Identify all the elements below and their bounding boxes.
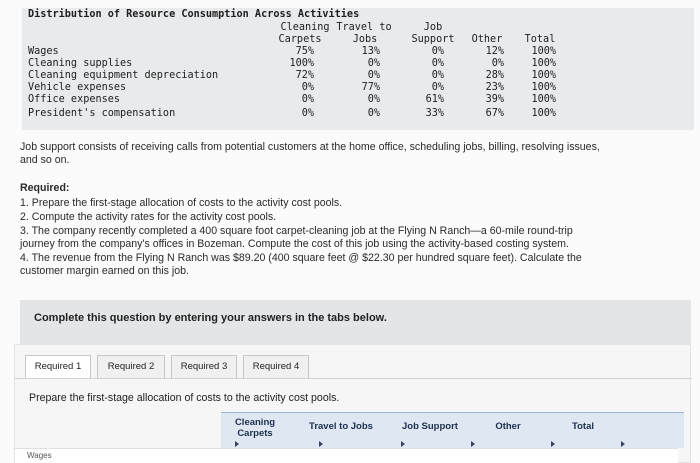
job-support-note-line2: and so on. [20,154,70,166]
col-cleaning-line1: Cleaning [234,417,276,428]
cell-value: 13% [361,46,380,57]
row-label: President's compensation [28,108,176,119]
table-row [22,108,694,121]
answer-table-header [221,412,684,448]
row-label: Cleaning equipment depreciation [28,70,219,81]
cell-value: 0% [367,58,380,69]
cell-value: 0% [301,82,314,93]
cell-value: 28% [485,70,504,81]
header-jobs: Jobs [352,34,378,45]
cell-value: 100% [531,46,556,57]
required-item: 1. Prepare the first-stage allocation of costs to the activity cost pools. [20,197,343,209]
tab-divider [15,378,692,379]
col-job-support: Job Support [402,421,458,432]
table-row [22,94,694,107]
cell-value: 0% [367,94,380,105]
resource-distribution-table [22,8,694,130]
tab-required-4[interactable]: Required 4 [243,355,309,379]
column-arrow-icon [235,441,239,447]
col-total: Total [572,421,594,432]
col-other: Other [495,421,521,432]
cell-value: 75% [295,46,314,57]
col-travel-to-jobs: Travel to Jobs [309,421,373,432]
required-item: customer margin earned on this job. [20,265,189,277]
job-support-note-line1: Job support consists of receiving calls from potential customers at the home office, scheduling jobs, billing, resolving issues, [20,141,600,153]
header-travel-to: Travel to [336,22,392,33]
cell-value: 0% [301,108,314,119]
cell-value: 0% [367,70,380,81]
column-arrow-icon [319,441,323,447]
row-label: Office expenses [28,94,121,105]
cell-value: 100% [289,58,314,69]
answer-tabs-panel [14,344,691,463]
required-heading: Required: [20,182,70,194]
column-arrow-icon [471,441,475,447]
row-label: Wages [28,46,59,57]
col-cleaning-carpets [229,417,281,439]
cell-value: 12% [485,46,504,57]
cell-value: 0% [431,70,444,81]
cell-value: 100% [531,70,556,81]
tab-prompt: Prepare the first-stage allocation of costs to the activity cost pools. [29,392,340,404]
header-support: Support [411,34,455,45]
cell-value: 61% [425,94,444,105]
required-item: journey from the company's offices in Bozeman. Compute the cost of this job using the activity-based costing system. [20,238,569,250]
cell-value: 0% [491,58,504,69]
header-other: Other [471,34,503,45]
row-stub-label: Wages [27,451,52,460]
cell-value: 0% [367,108,380,119]
column-arrow-icon [621,441,625,447]
cell-value: 0% [431,58,444,69]
cell-value: 72% [295,70,314,81]
cell-value: 0% [431,46,444,57]
cell-value: 0% [431,82,444,93]
cell-value: 39% [485,94,504,105]
column-arrow-icon [551,441,555,447]
header-carpets: Carpets [278,34,322,45]
cell-value: 67% [485,108,504,119]
answer-row-wages[interactable] [15,448,678,463]
tab-required-2[interactable]: Required 2 [97,355,165,379]
table-caption: Distribution of Resource Consumption Across Activities [28,9,360,20]
row-label: Cleaning supplies [28,58,133,69]
cell-value: 0% [301,94,314,105]
required-item: 4. The revenue from the Flying N Ranch was $89.20 (400 square feet @ $22.30 per hundred square feet). Calculate the [20,252,582,264]
header-cleaning: Cleaning [280,22,330,33]
cell-value: 100% [531,108,556,119]
column-arrow-icon [401,441,405,447]
required-item: 3. The company recently completed a 400 square foot carpet-cleaning job at the Flying N Ranch—a 60-mile round-trip [20,225,573,237]
header-job: Job [423,22,443,33]
cell-value: 33% [425,108,444,119]
header-total: Total [524,34,556,45]
cell-value: 77% [361,82,380,93]
instruction-text: Complete this question by entering your answers in the tabs below. [34,312,387,324]
col-cleaning-line2: Carpets [237,428,273,439]
required-item: 2. Compute the activity rates for the activity cost pools. [20,211,277,223]
cell-value: 100% [531,58,556,69]
row-label: Vehicle expenses [28,82,127,93]
instruction-banner [20,300,691,344]
cell-value: 23% [485,82,504,93]
tab-required-1[interactable]: Required 1 [25,355,91,379]
cell-value: 100% [531,82,556,93]
tab-required-3[interactable]: Required 3 [171,355,237,379]
cell-value: 100% [531,94,556,105]
